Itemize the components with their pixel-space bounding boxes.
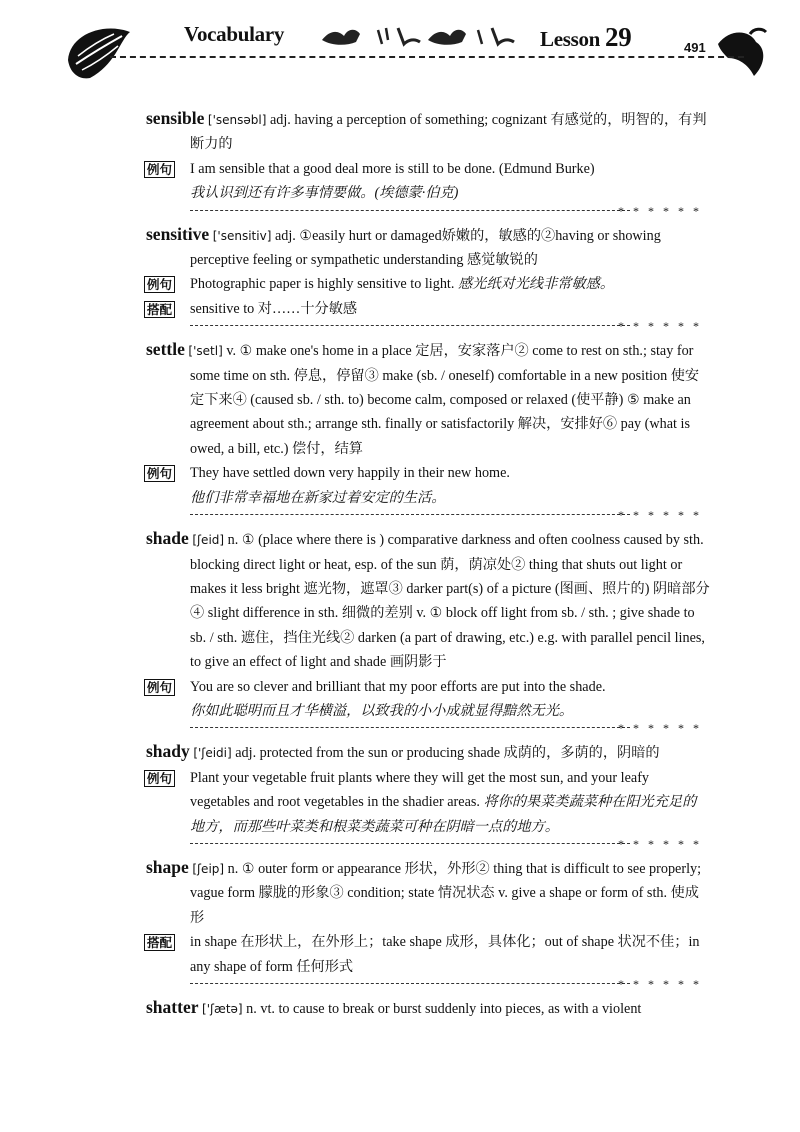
pronunciation: ['ʃætə] [202, 1002, 243, 1016]
definition-text: adj. protected from the sun or producing shade 成荫的，多荫的，阴暗的 [235, 745, 660, 762]
separator-line [190, 983, 630, 984]
entry-definition [146, 739, 710, 765]
entry-separator [190, 979, 710, 991]
entry-settle [146, 337, 710, 522]
headword: shape [146, 856, 189, 877]
headword: sensitive [146, 223, 210, 244]
pronunciation: [ʃeip] [192, 861, 225, 876]
example-en: Plant your vegetable fruit plants where they will get the most sun, and your leafy vegetables and root vegetables in the shadier areas. [190, 769, 650, 811]
leaf-emblem-icon [64, 20, 134, 82]
headword: shady [146, 741, 190, 762]
collocation-tag: 搭配 [144, 934, 175, 951]
separator-line [190, 210, 630, 211]
lesson-number: 29 [605, 22, 632, 52]
definition-text: n. ① (place where there is ) comparative darkness and often coolness caused by sth. blocking direct light or heat, esp. of the sun 荫，荫凉处② thing that shuts out light or makes it less bright 遮光物，遮罩③ darker part(s) of a picture (图画、照片的) 阴暗部分④ slight difference in sth. 细微的差别 v. ① block off light from sb. / sth. ; give shade to sb. / sth. 遮住，挡住光线② darken (a part of drawing, etc.) e.g. with parallel pencil lines, to give an effect of light and shade 画阴影于 [190, 532, 710, 671]
separator-stars: * * * * * * [618, 508, 702, 523]
definition-text: v. ① make one's home in a place 定居，安家落户② come to rest on sth.; stay for some time on sth. 停息，停留③ make (sb. / oneself) comfortable in a new position 使安定下来④ (caused sb. / sth. to) become calm, composed or relaxed (使平静) ⑤ make an agreement about sth.; arrange sth. finally or satisfactorily 解决，安排好⑥ pay (what is owed, a bill, etc.) 偿付，结算 [190, 343, 700, 457]
entry-definition [146, 106, 710, 157]
separator-stars: * * * * * * [618, 836, 702, 851]
separator-stars: * * * * * * [618, 203, 702, 218]
separator-line [190, 325, 630, 326]
entry-definition [146, 855, 710, 930]
example-tag: 例句 [144, 276, 175, 293]
example-en: You are so clever and brilliant that my poor efforts are put into the shade. [190, 678, 606, 695]
example-tag: 例句 [144, 465, 175, 482]
example-zh: 你如此聪明而且才华横溢，以致我的小小成就显得黯然无光。 [190, 702, 574, 719]
entry-shady [146, 739, 710, 851]
entry-sensible [146, 106, 710, 218]
definition-text: adj. having a perception of something; cognizant 有感觉的，明智的，有判断力的 [190, 112, 707, 153]
separator-line [190, 514, 630, 515]
example-row [146, 272, 710, 296]
example-en: I am sensible that a good deal more is still to be done. (Edmund Burke) [190, 160, 595, 177]
page-number: 491 [684, 40, 706, 55]
example-tag: 例句 [144, 770, 175, 787]
bird-ornament-icon [316, 22, 516, 52]
headword: shade [146, 528, 189, 549]
bird-emblem-icon [716, 24, 768, 82]
headword: shatter [146, 997, 199, 1017]
separator-stars: * * * * * * [618, 319, 702, 334]
pronunciation: ['sensəbl] [207, 113, 267, 127]
collocation-tag: 搭配 [144, 301, 175, 318]
example-zh: 我认识到还有许多事情要做。(埃德蒙·伯克) [190, 185, 459, 202]
example-en: They have settled down very happily in their new home. [190, 465, 510, 482]
collocation-text: in shape 在形状上，在外形上；take shape 成形，具体化；out of shape 状况不佳；in any shape of form 任何形式 [190, 934, 700, 975]
headword: settle [146, 339, 185, 360]
entry-separator [190, 836, 710, 851]
header-lesson-label [540, 22, 631, 53]
definition-text: n. ① outer form or appearance 形状，外形② thing that is difficult to see properly; vague form 朦胧的形象③ condition; state 情况状态 v. give a shape or form of sth. 使成形 [190, 860, 702, 926]
pronunciation: ['setl] [188, 344, 223, 359]
lesson-word: Lesson [540, 27, 601, 51]
pronunciation: ['ʃeidi] [193, 746, 232, 761]
example-row [146, 766, 710, 839]
separator-line [190, 727, 630, 728]
entry-shape [146, 855, 710, 991]
entry-separator [190, 203, 710, 218]
collocation-text: sensitive to 对……十分敏感 [190, 300, 358, 317]
vocabulary-list [146, 106, 710, 1021]
example-tag: 例句 [144, 161, 175, 178]
pronunciation: [ʃeid] [192, 533, 225, 548]
entry-shatter [146, 995, 710, 1021]
entry-shade [146, 526, 710, 735]
entry-definition [146, 526, 710, 674]
entry-separator [190, 321, 710, 333]
example-zh: 将你的果菜类蔬菜种在阳光充足的地方，而那些叶菜类和根菜类蔬菜可种在阴暗一点的地方。 [190, 794, 697, 835]
example-zh: 他们非常幸福地在新家过着安定的生活。 [190, 489, 446, 506]
entry-separator [190, 723, 710, 735]
pronunciation: ['sensitiv] [212, 228, 272, 243]
separator-line [190, 843, 630, 844]
definition-text: n. vt. to cause to break or burst suddenly into pieces, as with a violent [246, 1001, 642, 1017]
header-dashed-rule [110, 56, 744, 58]
example-en: Photographic paper is highly sensitive to light. [190, 276, 455, 293]
entry-definition [146, 222, 710, 273]
entry-definition [146, 995, 710, 1021]
separator-stars: * * * * * * [618, 977, 702, 991]
separator-stars: * * * * * * [618, 721, 702, 736]
entry-separator [190, 510, 710, 522]
headword: sensible [146, 108, 205, 128]
page-header [0, 0, 800, 100]
example-zh: 感光纸对光线非常敏感。 [457, 276, 615, 293]
entry-definition [146, 337, 710, 461]
header-vocabulary-title: Vocabulary [184, 22, 285, 46]
entry-sensitive [146, 222, 710, 334]
example-tag: 例句 [144, 679, 175, 696]
definition-text: adj. ①easily hurt or damaged娇嫩的，敏感的②having or showing perceptive feeling or sympathetic understanding 感觉敏锐的 [190, 227, 661, 269]
